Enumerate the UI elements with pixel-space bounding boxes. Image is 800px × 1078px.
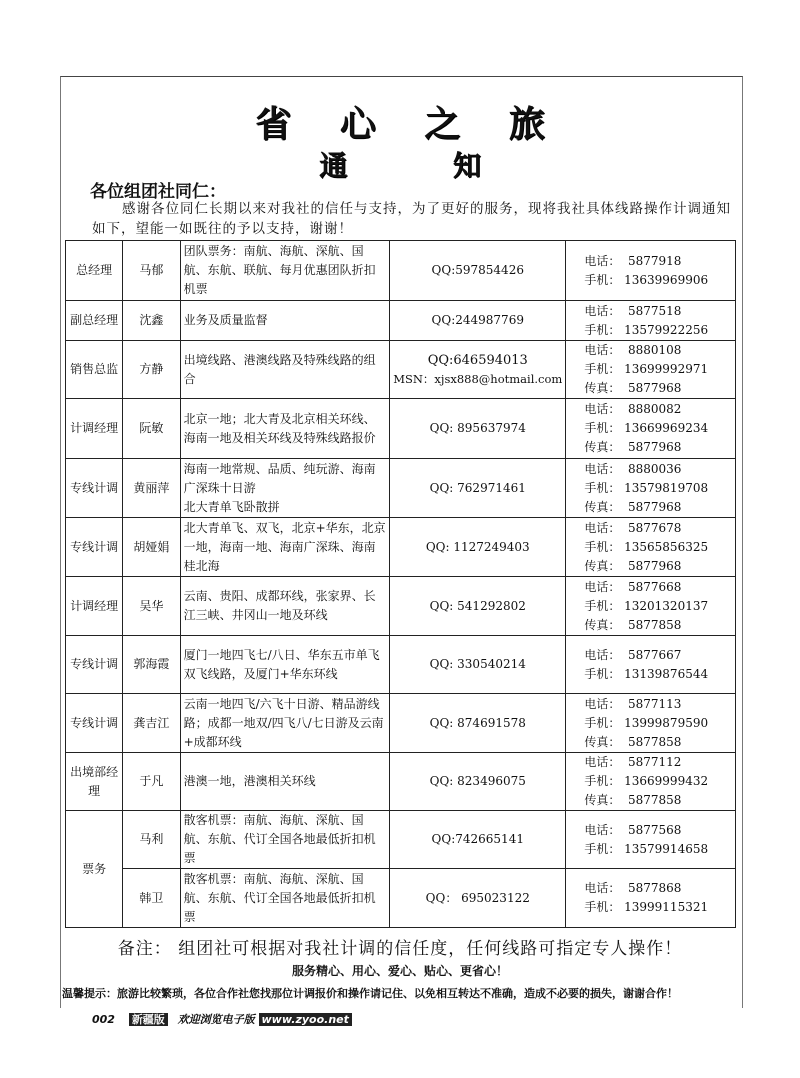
mobile-number: 手机： 13565856325 <box>584 539 709 554</box>
table-row <box>66 301 736 341</box>
fax-number: 传真： 5877968 <box>584 381 682 395</box>
name-cell: 郭海霞 <box>123 636 180 694</box>
qq-number: QQ: 895637974 <box>429 421 526 435</box>
phone-cell <box>566 241 736 301</box>
table-row <box>66 694 736 753</box>
contact-im-cell <box>390 753 566 811</box>
footer-url[interactable]: www.zyoo.net <box>259 1013 352 1026</box>
duty-cell: 港澳一地，港澳相关环线 <box>180 753 390 811</box>
table-row <box>66 459 736 518</box>
phone-number: 电话： 5877667 <box>584 647 682 662</box>
role-cell: 销售总监 <box>66 341 123 399</box>
mobile-number: 手机： 13579914658 <box>584 841 709 856</box>
phone-number: 电话： 5877518 <box>584 303 682 318</box>
contact-im-cell <box>390 811 566 869</box>
phone-cell <box>566 518 736 577</box>
fax-number: 传真： 5877968 <box>584 440 682 454</box>
role-cell: 专线计调 <box>66 694 123 753</box>
qq-number: QQ： 695023122 <box>425 890 530 905</box>
qq-number: QQ: 541292802 <box>429 598 526 613</box>
name-cell: 沈鑫 <box>123 301 180 341</box>
table-row <box>66 577 736 636</box>
name-cell: 马郁 <box>123 241 180 301</box>
role-cell: 副总经理 <box>66 301 123 341</box>
phone-number: 电话： 8880108 <box>584 343 682 357</box>
phone-number: 电话： 5877918 <box>584 253 682 268</box>
phone-number: 电话： 5877112 <box>584 755 682 769</box>
duty-cell: 散客机票：南航、海航、深航、国航、东航、代订全国各地最低折扣机票 <box>180 811 390 869</box>
table-row <box>66 811 736 869</box>
phone-cell <box>566 399 736 459</box>
edition-badge: 新疆版 <box>129 1013 168 1026</box>
table-row <box>66 241 736 301</box>
name-cell: 韩卫 <box>123 869 180 928</box>
role-cell: 票务 <box>66 811 123 928</box>
duty-cell: 云南一地四飞/六飞十日游、精品游线路；成都一地双/四飞八/七日游及云南+成都环线 <box>180 694 390 753</box>
contact-im-cell <box>390 341 566 399</box>
role-cell: 专线计调 <box>66 459 123 518</box>
name-cell: 黄丽萍 <box>123 459 180 518</box>
table-row <box>66 518 736 577</box>
footer <box>92 1011 352 1027</box>
mobile-number: 手机： 13201320137 <box>584 598 709 613</box>
name-cell: 于凡 <box>123 753 180 811</box>
qq-number: QQ: 823496075 <box>429 774 526 788</box>
name-cell: 马利 <box>123 811 180 869</box>
slogan: 服务精心、用心、爱心、贴心、更省心！ <box>291 964 508 978</box>
name-cell: 吴华 <box>123 577 180 636</box>
phone-cell <box>566 753 736 811</box>
mobile-number: 手机： 13669969234 <box>584 421 709 435</box>
qq-number: QQ: 1127249403 <box>425 539 530 554</box>
qq-number: QQ:597854426 <box>431 263 524 277</box>
duty-cell: 出境线路、港澳线路及特殊线路的组合 <box>180 341 390 399</box>
footer-text: 欢迎浏览电子版 <box>177 1013 255 1026</box>
phone-number: 电话： 5877568 <box>584 822 682 837</box>
remark: 备注： 组团社可根据对我社计调的信任度，任何线路可指定专人操作！ <box>117 939 683 959</box>
fax-number: 传真： 5877858 <box>584 793 682 807</box>
phone-number: 电话： 5877678 <box>584 520 682 535</box>
qq-number: QQ: 762971461 <box>429 480 526 495</box>
role-cell: 专线计调 <box>66 518 123 577</box>
fax-number: 传真： 5877968 <box>584 499 682 514</box>
intro-paragraph: 感谢各位同仁长期以来对我社的信任与支持，为了更好的服务，现将我社具体线路操作计调通知如下，望能一如既往的予以支持，谢谢！ <box>92 201 731 237</box>
phone-cell <box>566 341 736 399</box>
phone-number: 电话： 8880082 <box>584 402 682 416</box>
duty-cell: 北京一地；北大青及北京相关环线、海南一地及相关环线及特殊线路报价 <box>180 399 390 459</box>
phone-cell <box>566 869 736 928</box>
table-row <box>66 341 736 399</box>
contact-im-cell <box>390 301 566 341</box>
contact-im-cell <box>390 577 566 636</box>
contact-im-cell <box>390 518 566 577</box>
name-cell: 方静 <box>123 341 180 399</box>
duty-cell: 厦门一地四飞七/八日、华东五市单飞双飞线路，及厦门+华东环线 <box>180 636 390 694</box>
qq-number: QQ:742665141 <box>431 832 524 846</box>
duty-cell: 云南、贵阳、成都环线，张家界、长江三峡、井冈山一地及环线 <box>180 577 390 636</box>
table-row <box>66 753 736 811</box>
mobile-number: 手机： 13999115321 <box>584 900 709 914</box>
phone-cell <box>566 301 736 341</box>
phone-cell <box>566 636 736 694</box>
page-title: 省 心 之 旅 <box>255 104 563 145</box>
contact-im-cell <box>390 399 566 459</box>
phone-number: 电话： 5877113 <box>584 696 682 711</box>
mobile-number: 手机： 13139876544 <box>584 666 709 681</box>
mobile-number: 手机： 13579819708 <box>584 480 709 495</box>
qq-number: QQ: 874691578 <box>429 715 526 730</box>
role-cell: 专线计调 <box>66 636 123 694</box>
contact-im-cell <box>390 459 566 518</box>
msn-address: MSN：xjsx888@hotmail.com <box>393 371 563 386</box>
name-cell: 胡娅娟 <box>123 518 180 577</box>
phone-number: 电话： 5877668 <box>584 579 682 594</box>
role-cell: 计调经理 <box>66 577 123 636</box>
fax-number: 传真： 5877858 <box>584 734 682 749</box>
duty-cell: 海南一地常规、品质、纯玩游、海南广深珠十日游 北大青单飞卧散拼 <box>180 459 390 518</box>
table-row <box>66 399 736 459</box>
phone-number: 电话： 5877868 <box>584 881 682 895</box>
phone-cell <box>566 694 736 753</box>
duty-cell: 团队票务：南航、海航、深航、国航、东航、联航、每月优惠团队折扣机票 <box>180 241 390 301</box>
name-cell: 龚吉江 <box>123 694 180 753</box>
mobile-number: 手机： 13999879590 <box>584 715 709 730</box>
contact-im-cell <box>390 636 566 694</box>
role-cell: 出境部经理 <box>66 753 123 811</box>
page-subtitle: 通 知 <box>319 149 529 182</box>
contact-im-cell <box>390 241 566 301</box>
phone-cell <box>566 577 736 636</box>
duty-cell: 北大青单飞、双飞，北京+华东，北京一地，海南一地、海南广深珠、海南桂北海 <box>180 518 390 577</box>
name-cell: 阮敏 <box>123 399 180 459</box>
phone-number: 电话： 8880036 <box>584 461 682 476</box>
warm-tip: 温馨提示：旅游比较繁琐，各位合作社您找那位计调报价和操作请记住、以免相互转达不准确，造成不必要的损失，谢谢合作！ <box>62 987 678 1000</box>
mobile-number: 手机： 13579922256 <box>584 322 709 337</box>
qq-number: QQ:244987769 <box>431 313 524 327</box>
staff-table <box>65 240 736 928</box>
table-row <box>66 869 736 928</box>
qq-number: QQ:646594013 <box>427 352 528 368</box>
phone-cell <box>566 811 736 869</box>
phone-cell <box>566 459 736 518</box>
contact-im-cell <box>390 694 566 753</box>
mobile-number: 手机： 13639969906 <box>584 272 709 287</box>
greeting: 各位组团社同仁： <box>90 182 226 202</box>
table-row <box>66 636 736 694</box>
duty-cell: 散客机票：南航、海航、深航、国航、东航、代订全国各地最低折扣机票 <box>180 869 390 928</box>
page-number: 002 <box>92 1013 115 1026</box>
duty-cell: 业务及质量监督 <box>180 301 390 341</box>
qq-number: QQ: 330540214 <box>429 657 526 671</box>
role-cell: 总经理 <box>66 241 123 301</box>
fax-number: 传真： 5877858 <box>584 617 682 632</box>
mobile-number: 手机： 13669999432 <box>584 774 709 788</box>
fax-number: 传真： 5877968 <box>584 558 682 573</box>
mobile-number: 手机： 13699992971 <box>584 362 709 376</box>
role-cell: 计调经理 <box>66 399 123 459</box>
contact-im-cell <box>390 869 566 928</box>
